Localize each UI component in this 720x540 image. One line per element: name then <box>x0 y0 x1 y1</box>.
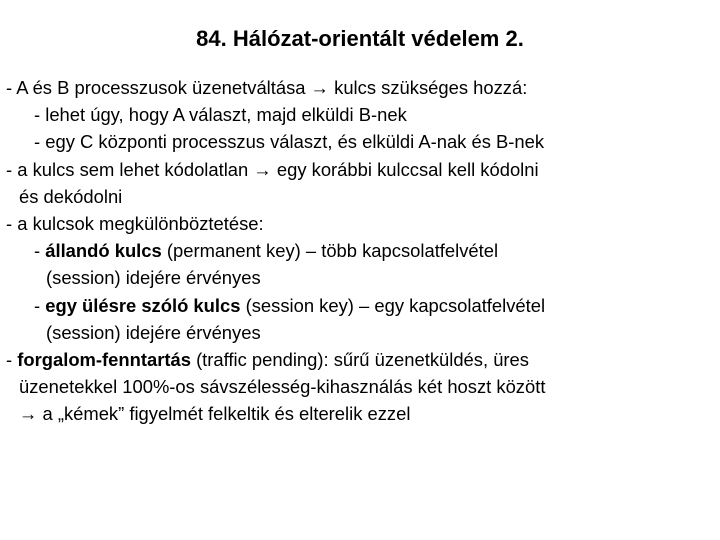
slide-title: 84. Hálózat-orientált védelem 2. <box>196 26 524 51</box>
sub-bullet-line <box>6 128 718 155</box>
line-text: (permanent key) – több kapcsolatfelvétel <box>161 240 499 262</box>
line-text: - A és B processzusok üzenetváltása → kulcs szükséges hozzá: <box>6 77 528 98</box>
sub-bullet-continuation-line <box>6 264 718 291</box>
line-text: és dekódolni <box>19 185 123 207</box>
bullet-line <box>6 74 718 101</box>
slide-body <box>6 74 718 427</box>
sub-bullet-line <box>6 292 718 319</box>
line-text: → a „kémek” figyelmét felkeltik és elterelik ezzel <box>19 403 411 425</box>
sub-bullet-continuation-line <box>6 319 718 346</box>
line-text: - <box>6 348 18 370</box>
line-text: - <box>34 294 46 316</box>
line-text: - egy C központi processzus választ, és elküldi A-nak és B-nek <box>34 131 545 153</box>
line-text: - a kulcs sem lehet kódolatlan → egy korábbi kulccsal kell kódolni <box>6 158 539 180</box>
bullet-continuation-line <box>6 183 718 210</box>
bullet-line <box>6 156 718 183</box>
bullet-line <box>6 346 718 373</box>
sub-bullet-line <box>6 237 718 264</box>
bullet-continuation-line <box>6 400 718 427</box>
bullet-line <box>6 210 718 237</box>
line-text: (session key) – egy kapcsolatfelvétel <box>240 294 546 316</box>
line-text: (traffic pending): sűrű üzenetküldés, üres <box>190 348 529 370</box>
sub-bullet-line <box>6 101 718 128</box>
line-text: - a kulcsok megkülönböztetése: <box>6 212 264 234</box>
line-text: - lehet úgy, hogy A választ, majd elküldi B-nek <box>34 104 407 126</box>
bullet-continuation-line <box>6 373 718 400</box>
bold-term: egy ülésre szóló kulcs <box>45 294 241 316</box>
line-text: - <box>34 240 46 262</box>
line-text: (session) idejére érvényes <box>46 267 261 289</box>
line-text: üzenetekkel 100%-os sávszélesség-kihasználás két hoszt között <box>19 376 546 398</box>
line-text: (session) idejére érvényes <box>46 321 261 343</box>
bold-term: állandó kulcs <box>45 240 162 262</box>
bold-term: forgalom-fenntartás <box>17 348 191 370</box>
